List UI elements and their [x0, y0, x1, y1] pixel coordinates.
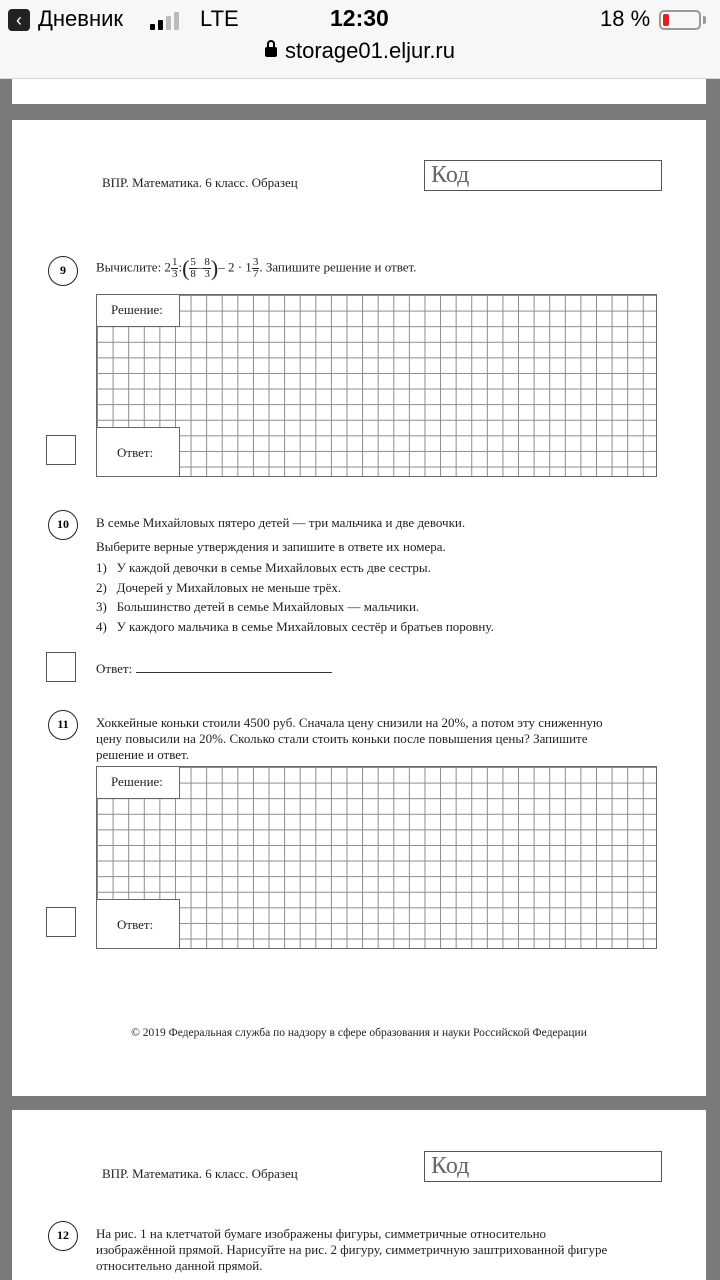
question-number: 11: [48, 710, 78, 740]
answer-box[interactable]: [46, 652, 76, 682]
signal-strength-icon: [150, 10, 184, 30]
answer-line[interactable]: Ответ:: [96, 660, 332, 677]
lock-icon: [265, 47, 277, 57]
solution-grid[interactable]: [96, 294, 657, 477]
document-page-1: [12, 120, 706, 1096]
page-footer: © 2019 Федеральная служба по надзору в сфере образования и науки Российской Федерации: [131, 1027, 587, 1039]
option-item: 2) Дочерей у Михайловых не меньше трёх.: [96, 580, 342, 595]
code-box: Код: [424, 1151, 662, 1182]
question-12-line: относительно данной прямой.: [96, 1258, 263, 1273]
code-box: Код: [424, 160, 662, 191]
option-item: 1) У каждой девочки в семье Михайловых есть две сестры.: [96, 560, 431, 575]
status-bar: [0, 0, 720, 79]
address-bar[interactable]: [0, 38, 720, 64]
back-to-app-icon[interactable]: ‹: [8, 9, 30, 31]
option-item: 3) Большинство детей в семье Михайловых — мальчики.: [96, 599, 420, 614]
document-page-2: [12, 1110, 706, 1280]
answer-label: Ответ:: [97, 427, 180, 476]
answer-box[interactable]: [46, 907, 76, 937]
question-number: 12: [48, 1221, 78, 1251]
page-header: ВПР. Математика. 6 класс. Образец: [102, 175, 298, 190]
question-11-line: цену повысили на 20%. Сколько стали стоить коньки после повышения цены? Запишите: [96, 731, 588, 746]
previous-page-bottom: [12, 79, 706, 104]
solution-grid[interactable]: [96, 766, 657, 949]
solution-label: Решение:: [97, 767, 180, 799]
question-9-text: Вычислите: 2 $\frac{1}{3}$ :( $\frac{5}{8}$ – $\frac{8}{3}$ )– 2 · 1 $\frac{3}{7}$ . Запишите решение и ответ.: [96, 255, 417, 281]
question-number: 10: [48, 510, 78, 540]
question-10-intro: В семье Михайловых пятеро детей — три мальчика и две девочки.: [96, 515, 466, 530]
battery-icon: [659, 10, 701, 30]
page-header: ВПР. Математика. 6 класс. Образец: [102, 1166, 298, 1181]
option-item: 4) У каждого мальчика в семье Михайловых сестёр и братьев поровну.: [96, 619, 494, 634]
answer-box[interactable]: [46, 435, 76, 465]
question-number: 9: [48, 256, 78, 286]
question-11-line: Хоккейные коньки стоили 4500 руб. Сначала цену снизили на 20%, а потом эту сниженную: [96, 715, 603, 730]
answer-label: Ответ:: [97, 899, 180, 948]
question-12-line: изображённой прямой. Нарисуйте на рис. 2 фигуру, симметричную заштрихованной фигуре: [96, 1242, 608, 1257]
solution-label: Решение:: [97, 295, 180, 327]
url-text[interactable]: storage01.eljur.ru: [285, 38, 455, 63]
back-app-label[interactable]: Дневник: [38, 6, 124, 31]
question-11-line: решение и ответ.: [96, 747, 189, 762]
network-type: LTE: [200, 6, 239, 31]
clock: 12:30: [330, 5, 389, 31]
question-12-line: На рис. 1 на клетчатой бумаге изображены фигуры, симметричные относительно: [96, 1226, 547, 1241]
battery-percent: 18 %: [600, 6, 651, 31]
question-10-task: Выберите верные утверждения и запишите в ответе их номера.: [96, 539, 446, 554]
battery-cap: [703, 16, 706, 24]
